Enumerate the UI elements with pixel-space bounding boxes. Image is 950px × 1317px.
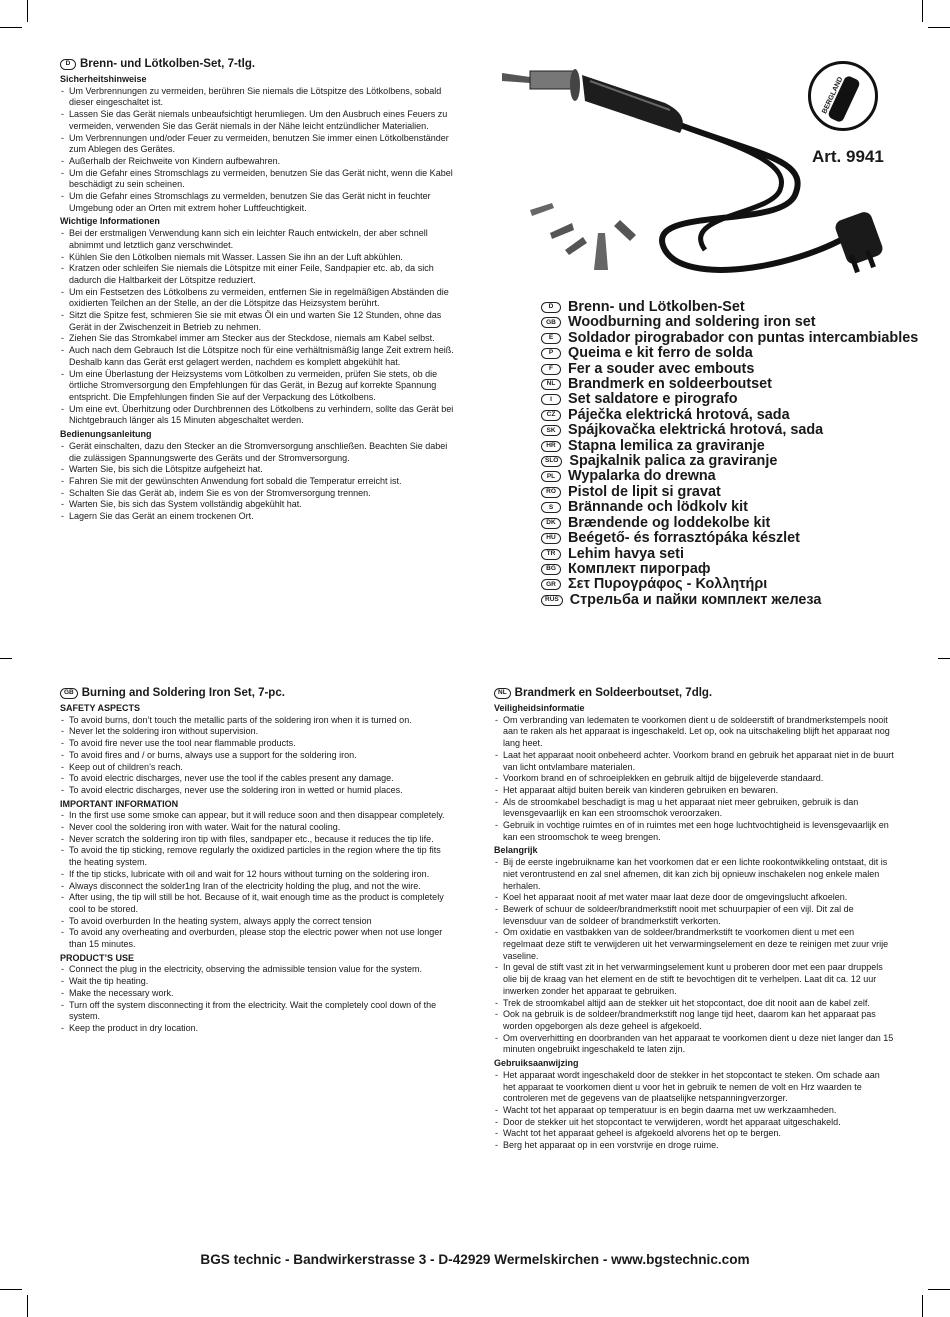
product-title-text: Fer a souder avec embouts (568, 360, 755, 377)
language-badge: P (541, 348, 561, 359)
product-title-text: Set saldatore e pirografo (568, 391, 738, 408)
instruction-item: - Um ein Festsetzen des Lötkolbens zu vermeiden, entfernen Sie in regelmäßigen Abständen die oxidierten Teilchen an der Stelle, an der die Lötspitze das Heizsystem berührt. (60, 287, 455, 310)
instruction-item: - Keep out of children’s reach. (60, 762, 455, 774)
instruction-item: - Als de stroomkabel beschadigt is mag u het apparaat niet meer gebruiken, gebruik is dan levensgevaarlijk en kan een stroomschok veroorzaken. (494, 797, 894, 820)
instruction-item: - Wacht tot het apparaat op temperatuur is en begin daarna met uw werkzaamheden. (494, 1105, 894, 1117)
product-title-line (541, 500, 926, 515)
instruction-item: - Um Verbrennungen und/oder Feuer zu vermeiden, benutzen Sie immer einen Lötkolbenständer zum Ablegen des Gerätes. (60, 133, 455, 156)
instruction-item: - Wacht tot het apparaat geheel is afgekoeld alvorens het op te bergen. (494, 1128, 894, 1140)
language-badge: D (541, 302, 561, 313)
section-de (60, 58, 455, 523)
product-title-line (541, 408, 926, 423)
language-badge: CZ (541, 410, 561, 421)
instruction-item: - If the tip sticks, lubricate with oil and wait for 12 hours without turning on the soldering iron. (60, 869, 455, 881)
instruction-item: - Gerät einschalten, dazu den Stecker an die Stromversorgung anschließen. Beachten Sie dabei die zulässigen Spannungswerte des Geräts und der Stromversorgung. (60, 441, 455, 464)
instruction-item: - Connect the plug in the electricity, observing the admissible tension value for the system. (60, 964, 455, 976)
product-title-text: Σετ Πυρογράφος - Κολλητήρι (568, 576, 768, 593)
article-number: Art. 9941 (812, 147, 884, 166)
instruction-item: - To avoid fire never use the tool near flammable products. (60, 738, 455, 750)
section-title-text: Brandmerk en Soldeerboutset, 7dlg. (514, 687, 713, 699)
instruction-item: - Keep the product in dry location. (60, 1023, 455, 1035)
product-title-line (541, 469, 926, 484)
instruction-item: - Bewerk of schuur de soldeer/brandmerkstift nooit met schuurpapier of een vijl. Dit zal de levensduur van de soldeer of brandmerkstift verkorten. (494, 904, 894, 927)
product-title-line (541, 516, 926, 531)
product-title-text: Beégető- és forrasztópáka készlet (568, 530, 800, 547)
language-badge: HU (541, 533, 561, 544)
instruction-item: - Om oververhitting en doorbranden van het apparaat te voorkomen dient u deze niet langer dan 15 minuten ongebruikt ingeschakeld te laten zijn. (494, 1033, 894, 1056)
instruction-item: - Het apparaat altijd buiten bereik van kinderen gebruiken en bewaren. (494, 785, 894, 797)
instruction-list (494, 715, 894, 844)
footer-address: BGS technic - Bandwirkerstrasse 3 - D-42929 Wermelskirchen - www.bgstechnic.com (200, 1252, 750, 1267)
product-title-line (541, 439, 926, 454)
section-title-de (60, 58, 455, 70)
language-badge: RO (541, 487, 561, 498)
crop-mark (928, 27, 950, 28)
product-illustration (490, 55, 905, 300)
product-title-text: Spájkovačka elektrická hrotová, sada (568, 422, 824, 439)
instruction-item: - To avoid fires and / or burns, always use a support for the soldering iron. (60, 750, 455, 762)
instruction-list (60, 964, 455, 1034)
section-body (494, 703, 894, 1152)
instruction-list (60, 86, 455, 215)
instruction-item: - Fahren Sie mit der gewünschten Anwendung fort sobald die Temperatur erreicht ist. (60, 476, 455, 488)
instruction-item: - Um die Gefahr eines Stromschlags zu vermelden, benutzen Sie das Gerät nicht in feuchter Umgebung oder an Orten mit extrem hoher Luftfeuchtigkeit. (60, 191, 455, 214)
brand-logo (808, 61, 878, 131)
product-title-line (541, 562, 926, 577)
brand-logo-text: BERGLAND (821, 76, 845, 115)
language-badge: DK (541, 518, 561, 529)
language-badge: I (541, 394, 561, 405)
instruction-item: - Kratzen oder schleifen Sie niemals die Lötspitze mit einer Feile, Sandpapier etc. ab, da sich dadurch die Haltbarkeit der Lötspitze reduziert. (60, 263, 455, 286)
product-title-line (541, 377, 926, 392)
product-title-line (541, 547, 926, 562)
instruction-item: - Never scratch the soldering iron tip with files, sandpaper etc., because it reduces the tip life. (60, 834, 455, 846)
instruction-list (60, 228, 455, 427)
subsection-heading: Bedienungsanleitung (60, 429, 152, 440)
instruction-list (494, 857, 894, 1056)
language-badge: RUS (541, 595, 563, 606)
instruction-item: - Außerhalb der Reichweite von Kindern aufbewahren. (60, 156, 455, 168)
instruction-list (60, 441, 455, 523)
instruction-item: - Make the necessary work. (60, 988, 455, 1000)
instruction-item: - In the first use some smoke can appear, but it will reduce soon and then disappear completely. (60, 810, 455, 822)
product-title-text: Стрельба и пайки комплект железа (569, 591, 822, 608)
section-body (60, 74, 455, 523)
instruction-item: - To avoid any overheating and overburden, please stop the electric power when not use longer than 15 minutes. (60, 927, 455, 950)
instruction-item: - Ziehen Sie das Stromkabel immer am Stecker aus der Steckdose, niemals am Kabel selbst. (60, 333, 455, 345)
instruction-item: - Turn off the system disconnecting it from the electricity. Wait the completely cool down of the system. (60, 1000, 455, 1023)
instruction-item: - Ook na gebruik is de soldeer/brandmerkstift nog lange tijd heet, daarom kan het apparaat pas worden opgeborgen als deze geheel is afgekoeld. (494, 1009, 894, 1032)
product-title-text: Wypalarka do drewna (568, 468, 716, 485)
subsection-heading: Belangrijk (494, 845, 538, 856)
crop-mark (0, 1289, 22, 1290)
instruction-item: - To avoid burns, don’t touch the metallic parts of the soldering iron when it is turned on. (60, 715, 455, 727)
product-title-text: Páječka elektrická hrotová, sada (568, 406, 790, 423)
instruction-item: - Om verbranding van ledematen te voorkomen dient u de soldeerstift of brandmerkstempels nooit aan te raken als het apparaat is ingeschakeld. Let op, ook na uitschakeling blijft het apparaat nog lang heet. (494, 715, 894, 750)
product-title-line (541, 423, 926, 438)
instruction-list (60, 715, 455, 797)
product-title-text: Soldador pirograbador con puntas intercambiables (568, 329, 919, 346)
language-badge: NL (494, 688, 511, 699)
subsection-heading: Wichtige Informationen (60, 216, 160, 227)
instruction-item: - Berg het apparaat op in een vorstvrije en droge ruime. (494, 1140, 894, 1152)
instruction-item: - Um die Gefahr eines Stromschlags zu vermeiden, benutzen Sie das Gerät nicht, wenn die Kabel beschädigt zu sein scheinen. (60, 168, 455, 191)
product-title-line (541, 346, 926, 361)
instruction-item: - Wait the tip heating. (60, 976, 455, 988)
fold-mark (0, 658, 12, 659)
instruction-item: - Warten Sie, bis sich die Lötspitze aufgeheizt hat. (60, 464, 455, 476)
instruction-item: - Never cool the soldering iron with water. Wait for the natural cooling. (60, 822, 455, 834)
instruction-item: - Om oxidatie en vastbakken van de soldeer/brandmerkstift te voorkomen dient u met een regelmaat deze stift te verwijderen uit het verwarmingselement en deze te reinigen met zuur vrije vaseline. (494, 927, 894, 962)
section-title-gb (60, 687, 455, 699)
instruction-item: - Koel het apparaat nooit af met water maar laat deze door de omgevingslucht afkoelen. (494, 892, 894, 904)
product-title-line (541, 485, 926, 500)
product-title-line (541, 362, 926, 377)
language-badge: TR (541, 549, 561, 560)
crop-mark (0, 27, 22, 28)
section-gb (60, 687, 455, 1035)
product-title-text: Lehim havya seti (568, 545, 684, 562)
language-badge: PL (541, 471, 561, 482)
language-badge: GB (60, 688, 78, 699)
language-badge: S (541, 502, 561, 513)
product-title-text: Woodburning and soldering iron set (568, 314, 816, 331)
product-title-line (541, 331, 926, 346)
subsection-heading: Gebruiksaanwijzing (494, 1058, 579, 1069)
instruction-item: - In geval de stift vast zit in het verwarmingselement kunt u proberen door met een paar druppels olie bij de kraag van het element en de stift te bevochtigen dit te verhelpen. Laat dit ca. 12 uur inwerken zonder het apparaat te gebruiken. (494, 962, 894, 997)
fold-mark (938, 658, 950, 659)
instruction-item: - Trek de stroomkabel altijd aan de stekker uit het stopcontact, doe dit nooit aan de kabel zelf. (494, 998, 894, 1010)
section-body (60, 703, 455, 1035)
language-badge: HR (541, 441, 561, 452)
instruction-item: - Never let the soldering iron without supervision. (60, 726, 455, 738)
language-badge: NL (541, 379, 561, 390)
product-title-line (541, 315, 926, 330)
product-title-text: Brännande och lödkolv kit (568, 499, 748, 516)
subsection-heading: PRODUCT’S USE (60, 952, 135, 963)
section-nl (494, 687, 894, 1152)
section-title-text: Brenn- und Lötkolben-Set, 7-tlg. (80, 58, 256, 70)
crop-mark (928, 1289, 950, 1290)
instruction-item: - Lassen Sie das Gerät niemals unbeaufsichtigt herumliegen. Um den Ausbruch eines Feuers zu vermeiden, verwenden Sie das Gerät niemals in der Nähe leicht entzündlicher Materialien. (60, 109, 455, 132)
instruction-item: - Always disconnect the solder1ng Iran of the electricity holding the plug, and not the wire. (60, 881, 455, 893)
instruction-item: - Schalten Sie das Gerät ab, indem Sie es von der Stromversorgung trennen. (60, 488, 455, 500)
crop-mark (922, 1295, 923, 1317)
product-title-line (541, 300, 926, 315)
product-title-line (541, 593, 926, 608)
subsection-heading: Veiligheidsinformatie (494, 703, 585, 713)
instruction-item: - Door de stekker uit het stopcontact te verwijderen, wordt het apparaat uitgeschakeld. (494, 1117, 894, 1129)
instruction-item: - Het apparaat wordt ingeschakeld door de stekker in het stopcontact te steken. Om schade aan het apparaat te voorkomen dient u voor het in gebruik te nemen de volt en Hrz waarden te controleren met de gegevens van de plaatselijke netspanningverzorger. (494, 1070, 894, 1105)
language-badge: BG (541, 564, 561, 575)
instruction-item: - To avoid electric discharges, never use the tool if the cables present any damage. (60, 773, 455, 785)
instruction-list (60, 810, 455, 950)
instruction-item: - After using, the tip will still be hot. Because of it, wait enough time as the product is completely cool to be stored. (60, 892, 455, 915)
product-title-text: Spajkalnik palica za graviranje (569, 453, 778, 470)
subsection-heading: Sicherheitshinweise (60, 74, 147, 84)
instruction-item: - Laat het apparaat nooit onbeheerd achter. Voorkom brand en gebruik het apparaat niet in de buurt van licht ontvlambare materialen. (494, 750, 894, 773)
instruction-item: - To avoid electric discharges, never use the soldering iron in wetted or humid places. (60, 785, 455, 797)
instruction-item: - Bei der erstmaligen Verwendung kann sich ein leichter Rauch entwickeln, der aber schnell abnimmt und letztlich ganz verschwindet. (60, 228, 455, 251)
product-title-text: Brandmerk en soldeerboutset (568, 376, 772, 393)
product-title-text: Stapna lemilica za graviranje (568, 437, 765, 454)
product-title-line (541, 454, 926, 469)
instruction-item: - Sitzt die Spitze fest, schmieren Sie sie mit etwas Öl ein und warten Sie 12 Stunden, ohne das Gerät in der Zwischenzeit in Betrieb zu nehmen. (60, 310, 455, 333)
instruction-item: - Um eine Überlastung der Heizsystems vom Lötkolben zu vermeiden, prüfen Sie stets, ob die örtliche Stromversorgung den Empfehlungen für das Gerät, in Bezug auf korrekte Spannung entspricht. Die Empfehlungen finden Sie auf der Verpackung des Lötkolbens. (60, 369, 455, 404)
instruction-item: - Lagern Sie das Gerät an einem trockenen Ort. (60, 511, 455, 523)
instruction-item: - To avoid overburden In the heating system, always apply the correct tension (60, 916, 455, 928)
language-badge: F (541, 364, 561, 375)
instruction-item: - Auch nach dem Gebrauch Ist die Lötspitze noch für eine verhältnismäßig lange Zeit extrem heiß. Deshalb kann das Gerät erst gelagert werden, nachdem es komplett abgekühlt hat. (60, 345, 455, 368)
instruction-item: - Um Verbrennungen zu vermeiden, berühren Sie niemals die Lötspitze des Lötkolbens, sobald dieser eingeschaltet ist. (60, 86, 455, 109)
product-title-text: Brændende og loddekolbe kit (568, 514, 771, 531)
instruction-item: - Warten Sie, bis sich das System vollständig abgekühlt hat. (60, 499, 455, 511)
language-badge: D (60, 59, 76, 70)
crop-mark (27, 1295, 28, 1317)
product-title-text: Комплект пирограф (568, 560, 711, 577)
instruction-list (494, 1070, 894, 1152)
product-title-text: Brenn- und Lötkolben-Set (568, 299, 745, 315)
instruction-item: - Um eine evt. Überhitzung oder Durchbrennen des Lötkolbens zu verhindern, sollte das Gerät bei Nichtgebrauch länger als 15 Minuten abgeschaltet werden. (60, 404, 455, 427)
instruction-item: - Bij de eerste ingebruikname kan het voorkomen dat er een lichte rookontwikkeling ontstaat, dit is niet verontrustend en zal snel afnemen, dit kan zich bij opnieuw inschakelen nog enkele malen herhalen. (494, 857, 894, 892)
section-title-text: Burning and Soldering Iron Set, 7-pc. (81, 687, 285, 699)
language-badge: GR (541, 579, 561, 590)
instruction-item: - To avoid the tip sticking, remove regularly the oxidized particles in the region where the tip fits the heating system. (60, 845, 455, 868)
instruction-item: - Voorkom brand en of schroeiplekken en gebruik altijd de bijgeleverde standaard. (494, 773, 894, 785)
language-badge: SLO (541, 456, 562, 467)
crop-mark (27, 0, 28, 22)
product-title-text: Queima e kit ferro de solda (568, 345, 753, 362)
section-title-nl (494, 687, 894, 699)
language-badge: E (541, 333, 561, 344)
product-title-line (541, 392, 926, 407)
product-title-text: Pistol de lipit si gravat (568, 483, 721, 500)
product-titles (541, 300, 926, 608)
subsection-heading: SAFETY ASPECTS (60, 703, 141, 713)
language-badge: SK (541, 425, 561, 436)
product-title-line (541, 531, 926, 546)
instruction-item: - Kühlen Sie den Lötkolben niemals mit Wasser. Lassen Sie ihn an der Luft abkühlen. (60, 252, 455, 264)
crop-mark (922, 0, 923, 22)
language-badge: GB (541, 317, 561, 328)
subsection-heading: IMPORTANT INFORMATION (60, 798, 179, 809)
product-title-line (541, 577, 926, 592)
instruction-item: - Gebruik in vochtige ruimtes en of in ruimtes met een hoge luchtvochtigheid is levensgevaarlijk en kan een stroomschok te weeg brengen. (494, 820, 894, 843)
